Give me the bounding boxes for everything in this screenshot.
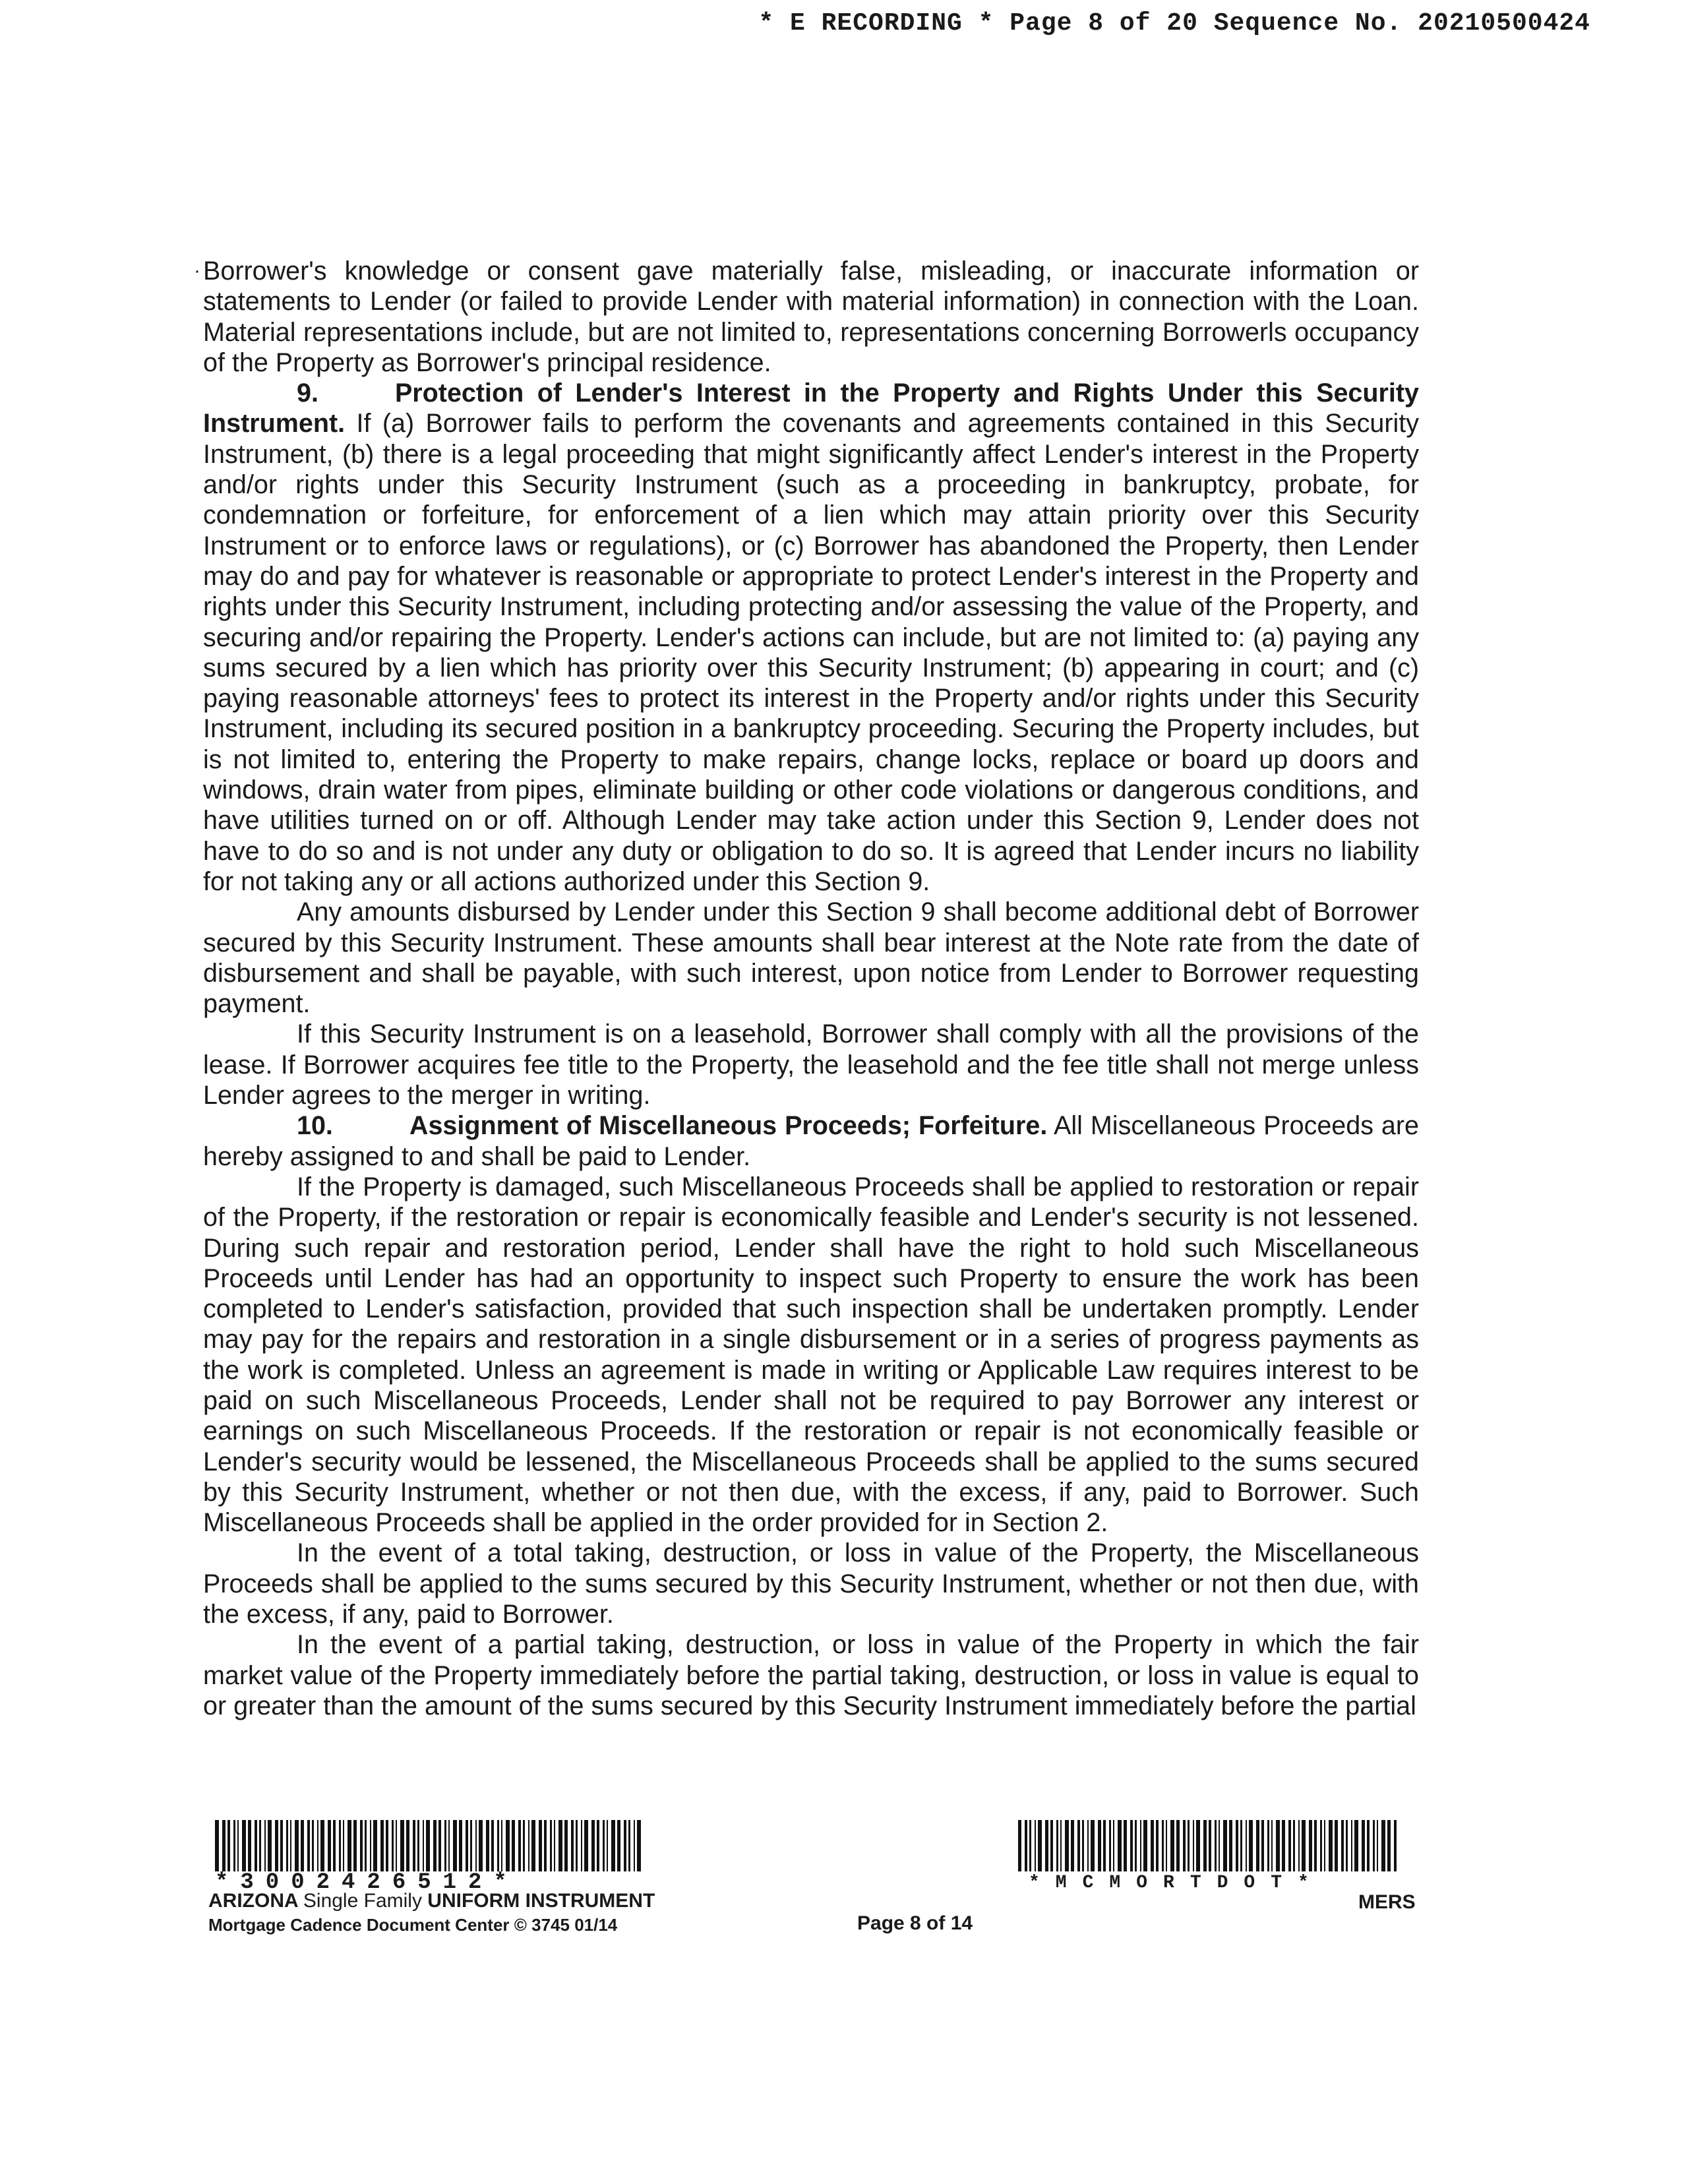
barcode-bar [512,1820,515,1871]
barcode-bar [1176,1820,1180,1871]
section-9-number: 9. [297,379,318,408]
section-9-title: Protection of Lender's Interest in the Property and Rights Under this Security Instrument. [203,379,1419,439]
barcode-bar [1166,1820,1167,1871]
barcode-bar [571,1820,574,1871]
section-9 [203,378,1419,897]
barcode-bar [611,1820,615,1871]
barcode-bar [1267,1820,1269,1871]
barcode-bar [1050,1820,1053,1871]
barcode-bar [1035,1820,1036,1871]
barcode-bar [339,1820,341,1871]
barcode-bar [1229,1820,1232,1871]
barcode-bar [1130,1820,1133,1871]
barcode-bar [591,1820,595,1871]
barcode-bar [597,1820,599,1871]
barcode-bar [1367,1820,1370,1871]
barcode-bar [564,1820,568,1871]
barcode-bar [1188,1820,1190,1871]
barcode-bar [1309,1820,1312,1871]
barcode-bar [1219,1820,1220,1871]
barcode-bar [295,1820,299,1871]
barcode-bar [406,1820,409,1871]
barcode-bar [486,1820,489,1871]
barcode-bar [255,1820,257,1871]
barcode-bar [1183,1820,1186,1871]
barcode-bar [1098,1820,1101,1871]
barcode-bar [1261,1820,1264,1871]
barcode-bar [1293,1820,1295,1871]
barcode-bar [1362,1820,1365,1871]
barcode-bar [426,1820,430,1871]
barcode-bar [637,1820,641,1871]
barcode-bar [576,1820,578,1871]
barcode-bar [1103,1820,1106,1871]
barcode-bar [539,1820,542,1871]
barcode-bar [227,1820,230,1871]
barcode-bar [343,1820,344,1871]
barcode-bar [1324,1820,1325,1871]
barcode-bar [1082,1820,1084,1871]
barcode-bar [1341,1820,1344,1871]
barcode-bar [1381,1820,1385,1871]
barcode-right-text: *MCMORTDOT* [1029,1873,1325,1893]
paragraph-property-damaged: If the Property is damaged, such Miscellaneous Proceeds shall be applied to restoration or repair of the Property, if the restoration or repair is economically feasible and Lender's security is not lessened. During such repair and restoration period, Lender shall have the right to hold such Miscellaneous Proceeds until Lender has had an opportunity to inspect such Property to ensure the work has been completed to Lender's satisfaction, provided that such inspection shall be undertaken promptly. Lender may pay for the repairs and restoration in a single disbursement or in a series of progress payments as the work is completed. Unless an agreement is made in writing or Applicable Law requires interest to be paid on such Miscellaneous Proceeds, Lender shall not be required to pay Borrower any interest or earnings on such Miscellaneous Proceeds. If the restoration or repair is not economically feasible or Lender's security would be lessened, the Miscellaneous Proceeds shall be applied to the sums secured by this Security Instrument, whether or not then due, with the excess, if any, paid to Borrower. Such Miscellaneous Proceeds shall be applied in the order provided for in Section 2. [203,1172,1419,1538]
barcode-bar [215,1820,219,1871]
barcode-bar [453,1820,457,1871]
barcode-bar [1038,1820,1042,1871]
barcode-bar [581,1820,582,1871]
barcode-bar [506,1820,510,1871]
barcode-bar [1351,1820,1352,1871]
section-9-text: If (a) Borrower fails to perform the covenants and agreements contained in this Security Instrument, (b) there is a legal proceeding that might significantly affect Lender's interest in the Property and/or rights under this Security Instrument (such as a proceeding in bankruptcy, probate, for condemnation or forfeiture, for enforcement of a lien which may attain priority over this Security Instrument or to enforce laws or regulations), or (c) Borrower has abandoned the Property, then Lender may do and pay for whatever is reasonable or appropriate to protect Lender's interest in the Property and rights under this Security Instrument, including protecting and/or assessing the value of the Property, and securing and/or repairing the Property. Lender's actions can include, but are not limited to: (a) paying any sums secured by a lien which has priority over this Security Instrument; (b) appearing in court; and (c) paying reasonable attorneys' fees to protect its interest in the Property and/or rights under this Security Instrument, including its secured position in a bankruptcy proceeding. Securing the Property includes, but is not limited to, entering the Property to make repairs, change locks, replace or board up doors and windows, drain water from pipes, eliminate building or other code violations or dangerous conditions, and have utilities turned on or off. Although Lender may take action under this Section 9, Lender does not have to do so and is not under any duty or obligation to do so. It is agreed that Lender incurs no liability for not taking any or all actions authorized under this Section 9. [203,409,1419,896]
barcode-bar [1203,1820,1207,1871]
mers-label: MERS [1358,1891,1416,1913]
barcode-bar [1320,1820,1322,1871]
barcode-bar [584,1820,588,1871]
section-10 [203,1110,1419,1172]
barcode-bar [1135,1820,1137,1871]
barcode-bar [275,1820,278,1871]
barcode-bar [268,1820,272,1871]
barcode-bar [222,1820,226,1871]
barcode-bar [1143,1820,1147,1871]
barcode-bar [1193,1820,1194,1871]
barcode-bar [1140,1820,1141,1871]
barcode-bar [320,1820,324,1871]
barcode-bar [301,1820,304,1871]
section-10-number: 10. [297,1111,333,1141]
barcode-bar [290,1820,291,1871]
bullet-mark: · [194,260,200,282]
barcode-bar [624,1820,626,1871]
barcode-bar [1209,1820,1211,1871]
barcode-bar [1354,1820,1358,1871]
barcode-bar [1196,1820,1200,1871]
barcode-bar [280,1820,283,1871]
section-10-title: Assignment of Miscellaneous Proceeds; Forfeiture. [409,1111,1048,1141]
document-body [194,256,1419,1721]
barcode-bar [1113,1820,1114,1871]
barcode-left-text: *3002426512* [215,1870,519,1895]
barcode-bar [1256,1820,1259,1871]
barcode-bar [433,1820,437,1871]
barcode-bar [1118,1820,1122,1871]
barcode-bar [360,1820,363,1871]
barcode-bar [264,1820,266,1871]
barcode-bar [286,1820,288,1871]
barcode-bar [1314,1820,1317,1871]
paragraph-leasehold: If this Security Instrument is on a leasehold, Borrower shall comply with all the provisions of the lease. If Borrower acquires fee title to the Property, the leasehold and the fee title shall not merge unless Lender agrees to the merger in writing. [203,1019,1419,1110]
barcode-bar [479,1820,483,1871]
barcode-bar [1156,1820,1159,1871]
barcode-bar [628,1820,630,1871]
form-title-mid: Single Family [303,1890,422,1912]
form-source: Mortgage Cadence Document Center © 3745 01/14 [208,1915,618,1935]
barcode-bar [1271,1820,1273,1871]
barcode-right [1018,1820,1401,1871]
paragraph-partial-taking: In the event of a partial taking, destruction, or loss in value of the Property in which the fair market value of the Property immediately before the partial taking, destruction, or loss in value is equal to or greater than the amount of the sums secured by this Security Instrument immediately before the partial [203,1630,1419,1720]
barcode-bar [1060,1820,1062,1871]
barcode-bar [1276,1820,1280,1871]
barcode-bar [333,1820,336,1871]
barcode-bar [380,1820,384,1871]
barcode-bar [396,1820,397,1871]
barcode-bar [550,1820,552,1871]
barcode-bar [607,1820,608,1871]
barcode-bar [1302,1820,1306,1871]
barcode-bar [347,1820,351,1871]
barcode-bar [1335,1820,1338,1871]
barcode-bar [554,1820,555,1871]
barcode-left [215,1820,644,1871]
barcode-bar [233,1820,235,1871]
barcode-bar [1329,1820,1333,1871]
barcode-bar [1288,1820,1291,1871]
barcode-bar [1170,1820,1174,1871]
barcode-bar [417,1820,419,1871]
barcode-bar [386,1820,388,1871]
paragraph-amounts-disbursed: Any amounts disbursed by Lender under this Section 9 shall become additional debt of Borrower secured by this Security Instrument. These amounts shall bear interest at the Note rate from the date of disbursement and shall be payable, with such interest, upon notice from Lender to Borrower requesting payment. [203,897,1419,1019]
recording-header: * E RECORDING * Page 8 of 20 Sequence No. 20210500424 [758,9,1590,38]
barcode-bar [1223,1820,1227,1871]
barcode-bar [1109,1820,1111,1871]
barcode-bar [1071,1820,1074,1871]
barcode-bar [491,1820,494,1871]
barcode-bar [634,1820,635,1871]
barcode-bar [1249,1820,1253,1871]
barcode-bar [1394,1820,1397,1871]
paragraph-borrower-knowledge: Borrower's knowledge or consent gave materially false, misleading, or inaccurate information or statements to Lender (or failed to provide Lender with material information) in connection with the Loan. Material representations include, but are not limited to, representations concerning Borrowerls occupancy of the Property as Borrower's principal residence. [203,257,1419,377]
form-title-state: ARIZONA [208,1890,298,1912]
barcode-bar [603,1820,605,1871]
barcode-bar [1246,1820,1247,1871]
barcode-bar [423,1820,424,1871]
barcode-bar [1373,1820,1375,1871]
barcode-bar [373,1820,377,1871]
barcode-bar [470,1820,472,1871]
barcode-bar [544,1820,547,1871]
barcode-bar [1298,1820,1300,1871]
barcode-bar [531,1820,535,1871]
barcode-bar [400,1820,404,1871]
form-title [208,1890,655,1912]
page-number: Page 8 of 14 [857,1912,973,1934]
barcode-bar [365,1820,367,1871]
barcode-bar [307,1820,310,1871]
barcode-bar [466,1820,468,1871]
barcode-bar [497,1820,499,1871]
barcode-bar [617,1820,620,1871]
barcode-bar [248,1820,251,1871]
barcode-bar [1029,1820,1031,1871]
barcode-bar [444,1820,446,1871]
barcode-bar [1018,1820,1021,1871]
barcode-bar [475,1820,477,1871]
barcode-bar [328,1820,331,1871]
form-title-end: UNIFORM INSTRUMENT [427,1890,655,1912]
barcode-bar [1387,1820,1391,1871]
barcode-bar [392,1820,394,1871]
barcode-bar [438,1820,441,1871]
section-10-text: All Miscellaneous Proceeds are hereby assigned to and shall be paid to Lender. [203,1111,1419,1171]
barcode-bar [370,1820,371,1871]
barcode-bar [1282,1820,1285,1871]
barcode-bar [459,1820,462,1871]
barcode-bar [1091,1820,1095,1871]
barcode-bar [312,1820,314,1871]
barcode-bar [259,1820,261,1871]
barcode-bar [1045,1820,1048,1871]
barcode-bar [1377,1820,1378,1871]
barcode-bar [413,1820,415,1871]
barcode-bar [523,1820,525,1871]
barcode-bar [1087,1820,1089,1871]
barcode-bar [1236,1820,1238,1871]
barcode-bar [242,1820,246,1871]
barcode-bar [317,1820,318,1871]
barcode-bar [448,1820,450,1871]
barcode-bar [237,1820,239,1871]
barcode-bar [1240,1820,1242,1871]
barcode-bar [558,1820,562,1871]
barcode-bar [1056,1820,1058,1871]
barcode-bar [1124,1820,1127,1871]
barcode-bar [353,1820,357,1871]
paragraph-total-taking: In the event of a total taking, destruction, or loss in value of the Property, the Miscellaneous Proceeds shall be applied to the sums secured by this Security Instrument, whether or not then due, with the excess, if any, paid to Borrower. [203,1538,1419,1629]
barcode-bar [1151,1820,1154,1871]
barcode-bar [1346,1820,1348,1871]
barcode-bar [501,1820,502,1871]
barcode-bar [528,1820,529,1871]
barcode-bar [1065,1820,1069,1871]
barcode-bar [1162,1820,1164,1871]
barcode-bar [1077,1820,1080,1871]
barcode-bar [518,1820,521,1871]
barcode-bar [1025,1820,1027,1871]
barcode-bar [1215,1820,1217,1871]
